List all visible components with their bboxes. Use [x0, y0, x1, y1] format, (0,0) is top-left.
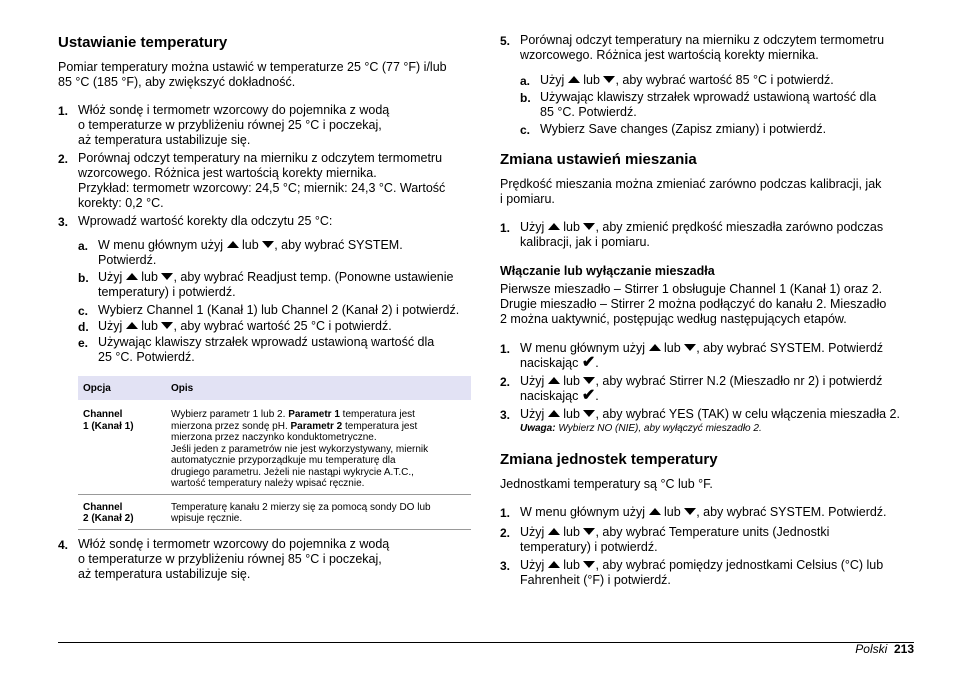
step-number: 5. [500, 34, 511, 48]
text: , aby wybrać pomiędzy jednostkami Celsius (°C) lub [595, 558, 884, 572]
text: Użyj [98, 319, 123, 333]
text: naciskając [520, 356, 579, 370]
text: Użyj [520, 374, 545, 388]
option-cell [78, 494, 166, 529]
up-arrow-icon [548, 377, 560, 384]
table-row [78, 494, 471, 529]
line [520, 374, 882, 389]
step-number: 3. [58, 215, 69, 229]
substep-letter: e. [78, 336, 89, 350]
stirrer-step-1-text [520, 341, 883, 371]
line: korekty: 0,2 °C. [78, 196, 164, 210]
text: , aby wybrać wartość 25 °C i potwierdź. [173, 319, 392, 333]
line: i pomiaru. [500, 192, 555, 206]
intro-text [58, 60, 447, 90]
down-arrow-icon [583, 410, 595, 417]
footer-divider [58, 642, 914, 643]
text: , aby wybrać Stirrer N.2 (Mieszadło nr 2) i potwierdź [595, 374, 883, 388]
substep-a-text [98, 238, 403, 268]
line [171, 409, 466, 421]
line: Włóż sondę i termometr wzorcowy do pojemnika z wodą [78, 537, 390, 551]
units-step-1-text [520, 505, 887, 520]
step-number: 2. [58, 152, 69, 166]
text: W menu głównym użyj [520, 341, 646, 355]
step-4-text [78, 537, 389, 582]
line: wzorcowego. Różnica jest wartością korekty miernika. [78, 166, 377, 180]
option-cell [78, 400, 166, 494]
step-number: 2. [500, 375, 511, 389]
line: Drugie mieszadło – Stirrer 2 można podłączyć do kanału 2. Mieszadło [500, 297, 887, 311]
line: Channel [83, 409, 123, 420]
line: temperatury) i potwierdź. [520, 540, 658, 554]
down-arrow-icon [684, 344, 696, 351]
text: Wybierz parametr 1 lub 2. [171, 409, 289, 420]
text: Użyj [540, 73, 565, 87]
line: aż temperatura ustabilizuje się. [78, 567, 251, 581]
table-header-row [78, 376, 471, 400]
units-step-3-text [520, 558, 883, 588]
line: Używając klawiszy strzałek wprowadź ustawioną wartość dla [540, 90, 877, 104]
page-footer [855, 642, 914, 656]
text: lub [563, 220, 580, 234]
down-arrow-icon [583, 528, 595, 535]
text: lub [664, 505, 681, 519]
line: o temperaturze w przybliżeniu równej 85 °C i poczekaj, [78, 552, 382, 566]
text: , aby wybrać SYSTEM. [274, 238, 403, 252]
line: Channel [83, 501, 123, 513]
line: 2 (Kanał 2) [83, 513, 134, 524]
step-number: 1. [500, 506, 511, 520]
heading-temperature-units: Zmiana jednostek temperatury [500, 451, 718, 468]
line: temperatury) i potwierdź. [98, 285, 236, 299]
step-number: 4. [58, 538, 69, 552]
text: lub [141, 319, 158, 333]
note-text: Wybierz NO (NIE), aby wyłączyć mieszadło 2. [555, 423, 762, 434]
line: Temperaturę kanału 2 mierzy się za pomocą sondy DO lub [171, 501, 431, 513]
substep-e-text [98, 335, 434, 365]
text: temperatura jest [342, 420, 418, 432]
up-arrow-icon [649, 508, 661, 515]
text: lub [563, 407, 580, 421]
up-arrow-icon [126, 322, 138, 329]
intro-line-2: 85 °C (185 °F), aby zwiększyć dokładność. [58, 75, 296, 89]
line: Przykład: termometr wzorcowy: 24,5 °C; miernik: 24,3 °C. Wartość [78, 181, 446, 195]
text: , aby wybrać YES (TAK) w celu włączenia mieszadła 2. [595, 407, 900, 421]
text: naciskając [520, 389, 579, 403]
step-number: 2. [500, 526, 511, 540]
up-arrow-icon [548, 528, 560, 535]
up-arrow-icon [568, 76, 580, 83]
text: lub [242, 238, 259, 252]
page-number: 213 [893, 642, 914, 656]
column-header-option: Opcja [78, 376, 166, 400]
step-1-text [78, 103, 389, 148]
up-arrow-icon [649, 344, 661, 351]
line: automatycznie przyporządkuje mu temperaturę dla [171, 455, 396, 466]
text: Użyj [520, 407, 545, 421]
heading-stirrer-toggle: Włączanie lub wyłączanie mieszadła [500, 264, 715, 278]
line: 2 można uaktywnić, postępując według następujących etapów. [500, 312, 847, 326]
line [98, 270, 453, 285]
substep-letter: c. [78, 304, 89, 318]
step-number: 3. [500, 559, 511, 573]
line: wartość temperatury należy wpisać ręcznie. [171, 478, 365, 489]
line: Jeśli jeden z parametrów nie jest wykorzystywany, miernik [171, 443, 429, 455]
line: wpisuje ręcznie. [171, 513, 243, 524]
line: aż temperatura ustabilizuje się. [78, 133, 251, 147]
text: Użyj [520, 220, 545, 234]
down-arrow-icon [603, 76, 615, 83]
line: Porównaj odczyt temperatury na mierniku z odczytem termometru [78, 151, 443, 165]
checkmark-icon: ✔ [581, 387, 596, 404]
units-intro: Jednostkami temperatury są °C lub °F. [500, 477, 713, 491]
text: , aby wybrać wartość 85 °C i potwierdź. [615, 73, 834, 87]
line [520, 525, 829, 540]
down-arrow-icon [583, 377, 595, 384]
substep-letter: b. [78, 271, 89, 285]
text: lub [583, 73, 600, 87]
substep-letter: a. [520, 74, 531, 88]
heading-temperature-setting: Ustawianie temperatury [58, 34, 228, 51]
text: temperatura jest [339, 409, 415, 420]
substep-b-text [540, 90, 876, 120]
checkmark-icon: ✔ [581, 354, 596, 371]
step-number: 1. [500, 221, 511, 235]
text: Parametr 1 [288, 409, 340, 420]
line: mierzona przez naczynko konduktometryczne. [171, 432, 377, 443]
line [98, 238, 403, 253]
down-arrow-icon [583, 223, 595, 230]
down-arrow-icon [161, 273, 173, 280]
line: 25 °C. Potwierdź. [98, 350, 195, 364]
substep-letter: d. [78, 320, 89, 334]
text: Parametr 2 [290, 420, 343, 432]
line: Fahrenheit (°F) i potwierdź. [520, 573, 671, 587]
text: Użyj [98, 270, 123, 284]
line: naciskając ✔. [520, 354, 599, 371]
stirrer-step-3-text [520, 407, 900, 422]
text: lub [664, 341, 681, 355]
text: Użyj [520, 525, 545, 539]
line: Porównaj odczyt temperatury na mierniku z odczytem termometru [520, 33, 885, 47]
substep-d-text [98, 319, 392, 334]
line: wzorcowego. Różnica jest wartością korekty miernika. [520, 48, 819, 62]
footer-language: Polski [855, 642, 888, 656]
intro-line-1: Pomiar temperatury można ustawić w temperaturze 25 °C (77 °F) i/lub [58, 60, 447, 74]
line: Używając klawiszy strzałek wprowadź ustawioną wartość dla [98, 335, 435, 349]
line: Włóż sondę i termometr wzorcowy do pojemnika z wodą [78, 103, 390, 117]
mixing-step-1-text [520, 220, 883, 250]
up-arrow-icon [227, 241, 239, 248]
line: Potwierdź. [98, 253, 157, 267]
line: kalibracji, jak i pomiaru. [520, 235, 650, 249]
line: 85 °C. Potwierdź. [540, 105, 637, 119]
up-arrow-icon [548, 223, 560, 230]
text: , aby wybrać SYSTEM. Potwierdź. [696, 505, 887, 519]
substep-b-text [98, 270, 453, 300]
step-number: 3. [500, 408, 511, 422]
step-number: 1. [58, 104, 69, 118]
text: W menu głównym użyj [520, 505, 646, 519]
stirrer-step-2-text [520, 374, 882, 404]
text: , aby wybrać Temperature units (Jednostki [595, 525, 830, 539]
text: lub [141, 270, 158, 284]
note [520, 423, 762, 434]
note-label: Uwaga: [520, 423, 556, 434]
substep-c-text: Wybierz Channel 1 (Kanał 1) lub Channel 2 (Kanał 2) i potwierdź. [98, 303, 460, 317]
line: o temperaturze w przybliżeniu równej 25 °C i poczekaj, [78, 118, 382, 132]
substep-letter: b. [520, 91, 531, 105]
down-arrow-icon [262, 241, 274, 248]
up-arrow-icon [126, 273, 138, 280]
step-5-text [520, 33, 884, 63]
text: , aby wybrać Readjust temp. (Ponowne ustawienie [173, 270, 454, 284]
text: lub [563, 374, 580, 388]
line: Prędkość mieszania można zmieniać zarówno podczas kalibracji, jak [500, 177, 882, 191]
line: drugiego parametru. Jeżeli nie nastąpi wykrycie A.T.C., [171, 466, 414, 478]
column-header-description: Opis [166, 376, 471, 400]
text: W menu głównym użyj [98, 238, 224, 252]
heading-mixing-settings: Zmiana ustawień mieszania [500, 151, 697, 168]
step-2-text [78, 151, 445, 211]
up-arrow-icon [548, 561, 560, 568]
units-step-2-text [520, 525, 829, 555]
text: Użyj [520, 558, 545, 572]
description-cell [166, 400, 471, 494]
text: lub [563, 525, 580, 539]
down-arrow-icon [684, 508, 696, 515]
text: lub [563, 558, 580, 572]
line [520, 220, 883, 235]
down-arrow-icon [161, 322, 173, 329]
substep-c-text: Wybierz Save changes (Zapisz zmiany) i potwierdź. [540, 122, 827, 136]
text: mierzona przez sondę pH. [171, 420, 291, 432]
line [520, 341, 883, 356]
description-cell [166, 494, 471, 529]
up-arrow-icon [548, 410, 560, 417]
line [171, 421, 466, 433]
line: 1 (Kanał 1) [83, 420, 134, 432]
line: naciskając ✔. [520, 387, 599, 404]
mixing-intro [500, 177, 881, 207]
text: , aby wybrać SYSTEM. Potwierdź [696, 341, 884, 355]
line [520, 558, 883, 573]
step-number: 1. [500, 342, 511, 356]
options-table [78, 376, 471, 530]
text: , aby zmienić prędkość mieszadła zarówno podczas [595, 220, 884, 234]
down-arrow-icon [583, 561, 595, 568]
table-row [78, 400, 471, 494]
substep-letter: a. [78, 239, 89, 253]
line: Pierwsze mieszadło – Stirrer 1 obsługuje Channel 1 (Kanał 1) oraz 2. [500, 282, 883, 296]
substep-letter: c. [520, 123, 531, 137]
stirrer-intro [500, 282, 886, 327]
substep-a-text [540, 73, 834, 88]
step-3-text: Wprowadź wartość korekty dla odczytu 25 °C: [78, 214, 333, 228]
